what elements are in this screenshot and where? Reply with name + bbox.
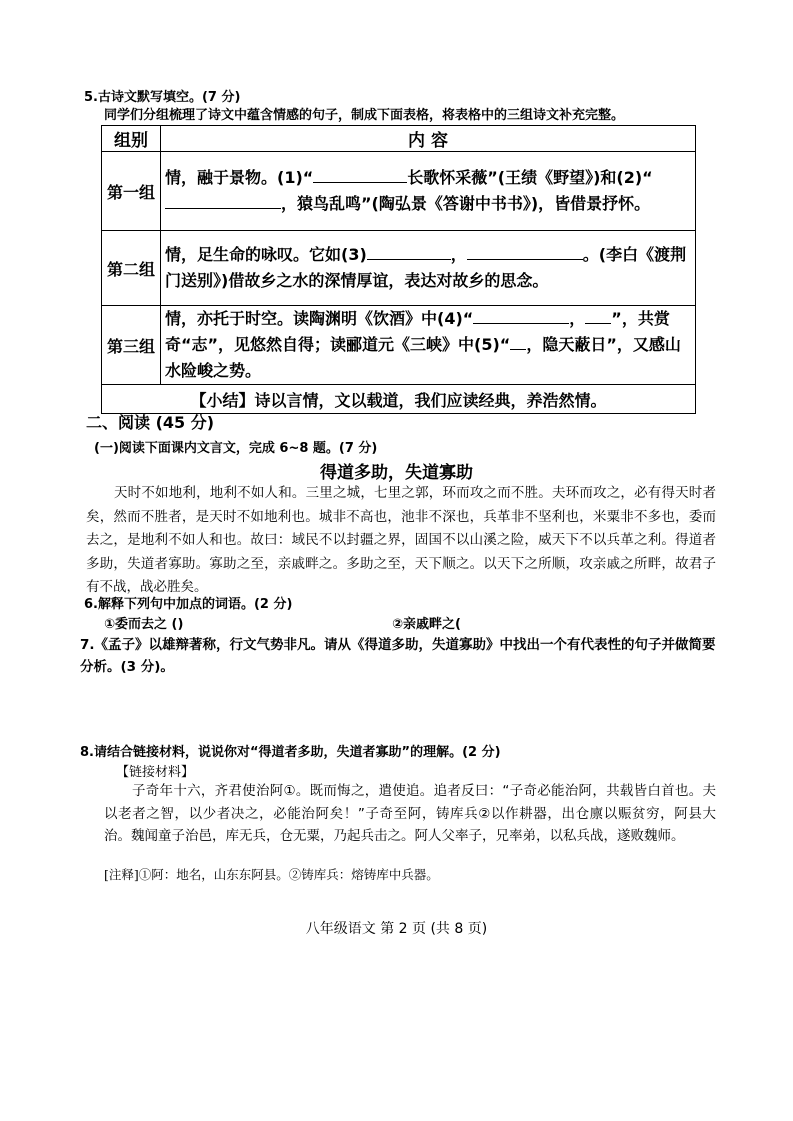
subsection-1-instruction: (一)阅读下面课内文言文，完成 6~8 题。(7 分)	[94, 441, 378, 456]
page-footer: 八年级语文 第 2 页 (共 8 页)	[305, 921, 488, 937]
classical-passage: 天时不如地利，地利不如人和。三里之城，七里之郭，环而攻之而不胜。夫环而攻之，必有得天时者矣，然而不胜者，是天时不如地利也。城非不高也，池非不深也，兵革非不坚利也，米粟非不多也，委而去之，是地利不如人和也。故曰：域民不以封疆之界，固国不以山溪之险，威天下不以兵革之利。得道者多助，失道者寡助。寡助之至，亲戚畔之。多助之至，天下顺之。以天下之所顺，攻亲戚之所畔，故君子有不战，战必胜矣。	[86, 485, 716, 595]
blank-5[interactable]	[510, 333, 526, 350]
link-material-text: 子奇年十六，齐君使治阿①。既而悔之，遣使追。追者反曰：“子奇必能治阿，共载皆白首也。夫以老者之智，以少者决之，必能治阿矣！”子奇至阿，铸库兵②以作耕器，出仓廪以赈贫穷，阿县大治。魏闻童子治邑，库无兵，仓无粟，乃起兵击之。阿人父率子，兄率弟，以私兵战，遂败魏师。	[104, 783, 716, 844]
table-header-row	[102, 126, 696, 152]
group-2-text-b: ，	[450, 245, 467, 264]
header-content: 内 容	[161, 126, 696, 152]
group-2-content	[161, 231, 696, 306]
table-row-group-3	[102, 306, 696, 385]
group-1-text-b: 长歌怀采薇”(王绩《野望》)和(2)“	[407, 168, 653, 187]
question-7: 7.《孟子》以雄辩著称，行文气势非凡。请从《得道多助，失道寡助》中找出一个有代表性的句子并做简要分析。(3 分)。	[80, 637, 716, 675]
blank-3a[interactable]	[367, 243, 451, 260]
question-6-item-1: ①委而去之 ()	[104, 617, 184, 632]
group-1-text-a: 情，融于景物。(1)“	[165, 168, 314, 187]
question-6-item-2: ②亲戚畔之(	[392, 617, 461, 632]
annotation-note: [注释]①阿：地名，山东东阿县。②铸库兵：熔铸库中兵器。	[104, 867, 439, 882]
group-3-text-c: ”，共赏奇“志”，见悠然自得；读郦道元《三峡》中(5)“	[165, 309, 670, 354]
question-6-title: 6.解释下列句中加点的词语。(2 分)	[84, 597, 293, 612]
poem-fill-table	[101, 125, 696, 414]
group-1-name: 第一组	[102, 152, 161, 231]
group-2-text-a: 情，足生命的咏叹。它如(3)	[165, 245, 367, 264]
group-3-name: 第三组	[102, 306, 161, 385]
table-row-group-1	[102, 152, 696, 231]
blank-3b[interactable]	[467, 243, 583, 260]
header-group: 组别	[102, 126, 161, 152]
group-3-text-b: ，	[569, 309, 586, 328]
group-3-text-d: ，隐天蔽日”，又感山水险峻之势。	[165, 335, 681, 380]
article-title: 得道多助，失道寡助	[320, 463, 473, 483]
blank-1[interactable]	[313, 166, 407, 183]
group-1-content	[161, 152, 696, 231]
section-2-title: 二、阅读 (45 分)	[86, 413, 215, 432]
table-row-group-2	[102, 231, 696, 306]
table-summary: 【小结】诗以言情，文以载道，我们应读经典，养浩然情。	[102, 385, 696, 414]
group-1-text-c: ，猿鸟乱鸣”(陶弘景《答谢中书书》)，皆借景抒怀。	[281, 194, 651, 213]
blank-4a[interactable]	[473, 307, 569, 324]
question-5-title: 5.古诗文默写填空。(7 分)	[84, 90, 241, 105]
group-3-content	[161, 306, 696, 385]
group-2-text-c: 。(李白《渡荆门送别》)借故乡之水的深情厚谊，表达对故乡的思念。	[165, 245, 687, 290]
link-material-label: 【链接材料】	[116, 765, 195, 780]
blank-4b[interactable]	[585, 307, 611, 324]
question-8-title: 8.请结合链接材料，说说你对“得道者多助，失道者寡助”的理解。(2 分)	[80, 745, 501, 760]
group-2-name: 第二组	[102, 231, 161, 306]
group-3-text-a: 情，亦托于时空。读陶渊明《饮酒》中(4)“	[165, 309, 474, 328]
question-5-intro: 同学们分组梳理了诗文中蕴含情感的句子，制成下面表格，将表格中的三组诗文补充完整。	[104, 108, 625, 123]
blank-2[interactable]	[165, 192, 281, 209]
